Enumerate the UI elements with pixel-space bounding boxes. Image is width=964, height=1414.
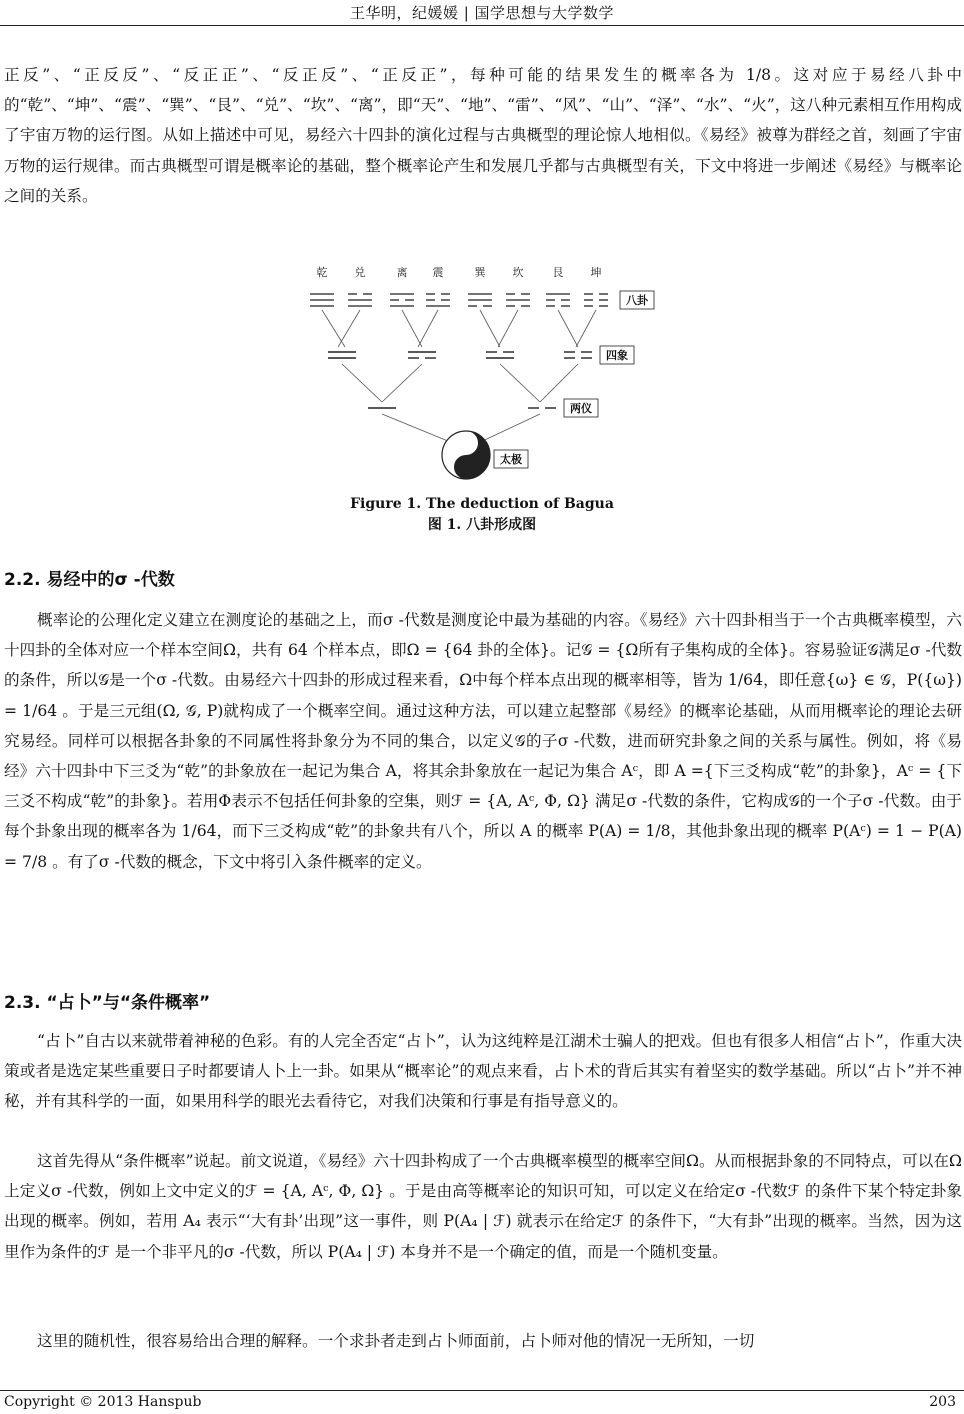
- trigram-symbol: [426, 294, 450, 306]
- section-2-3-paragraph-1: “占卜”自古以来就带着神秘的色彩。有的人完全否定“占卜”，认为这纯粹是江湖术士骗人的把戏。但也有很多人相信“占卜”，作重大决策或者是选定某些重要日子时都要请人卜上一卦。如果从“概率论”的观点来看，占卜术的背后其实有着坚实的数学基础。所以“占卜”并不神秘，并有其科学的一面，如果用科学的眼光去看待它，对我们决策和行事是有指导意义的。: [4, 1032, 962, 1111]
- trigram-symbol: [310, 294, 334, 306]
- trigram-name: 巽: [474, 266, 486, 279]
- figure-caption-en: Figure 1. The deduction of Bagua: [350, 496, 614, 512]
- bagua-figure: [300, 262, 670, 492]
- trigram-name: 兑: [354, 266, 366, 279]
- label-taiji: 太极: [500, 453, 522, 466]
- trigram-name: 震: [432, 266, 444, 279]
- yin-yang-icon: [442, 431, 490, 479]
- trigram-name: 坎: [512, 266, 524, 279]
- section-2-3-paragraph-2: 这首先得从“条件概率”说起。前文说道，《易经》六十四卦构成了一个古典概率模型的概率空间Ω。从而根据卦象的不同特点，可以在Ω上定义σ -代数，例如上文中定义的ℱ = {A, Aᶜ, Φ, Ω} 。于是由高等概率论的知识可知，可以定义在给定σ -代数ℱ 的条件下某个特定卦象出现的概率。例如，若用 A₄ 表示“‘大有卦’出现”这一事件，则 P(A₄ | ℱ) 就表示在给定ℱ 的条件下，“大有卦”出现的概率。当然，因为这里作为条件的ℱ 是一个非平凡的σ -代数，所以 P(A₄ | ℱ) 本身并不是一个确定的值，而是一个随机变量。: [4, 1152, 962, 1261]
- figure-caption-zh: 图 1. 八卦形成图: [427, 517, 537, 533]
- label-sixiang: 四象: [606, 349, 628, 362]
- page-number: 203: [929, 1394, 956, 1410]
- trigram-symbol: [468, 294, 492, 306]
- header-rule: [0, 25, 964, 26]
- trigram-name: 离: [396, 266, 408, 279]
- trigram-symbol: [390, 294, 414, 306]
- trigram-symbol: [584, 294, 608, 306]
- label-bagua: 八卦: [626, 294, 648, 307]
- intro-paragraph: 正反”、“正反反”、“反正正”、“反正反”、“正反正”，每种可能的结果发生的概率各为 1/8。这对应于易经八卦中的“乾”、“坤”、“震”、“巽”、“艮”、“兑”、“坎”、“离”，即“天”、“地”、“雷”、“风”、“山”、“泽”、“水”、“火”，这八种元素相互作用构成了宇宙万物的运行图。从如上描述中可见，易经六十四卦的演化过程与古典概型的理论惊人地相似。《易经》被尊为群经之首，刻画了宇宙万物的运行规律。而古典概型可谓是概率论的基础，整个概率论产生和发展几乎都与古典概型有关，下文中将进一步阐述《易经》与概率论之间的关系。: [4, 66, 962, 205]
- trigram-symbol: [506, 294, 530, 306]
- section-2-3-paragraph-3: 这里的随机性，很容易给出合理的解释。一个求卦者走到占卜师面前，占卜师对他的情况一无所知，一切: [37, 1332, 755, 1350]
- section-heading-2-2: 2.2. 易经中的σ -代数: [4, 570, 175, 590]
- bagua-diagram: [300, 262, 670, 492]
- trigram-name: 乾: [316, 266, 328, 279]
- section-heading-2-3: 2.3. “占卜”与“条件概率”: [4, 993, 211, 1013]
- trigram-symbol: [546, 294, 570, 306]
- footer-copyright: Copyright © 2013 Hanspub: [4, 1394, 202, 1410]
- running-head: 王华明，纪媛媛 | 国学思想与大学数学: [349, 4, 615, 22]
- trigram-symbol: [348, 294, 372, 306]
- trigram-name: 艮: [552, 266, 564, 279]
- label-liangyi: 两仪: [570, 402, 592, 415]
- section-2-2-paragraph: 概率论的公理化定义建立在测度论的基础之上，而σ -代数是测度论中最为基础的内容。《易经》六十四卦相当于一个古典概率模型，六十四卦的全体对应一个样本空间Ω，共有 64 个样本点，即Ω = {64 卦的全体}。记𝒢 = {Ω所有子集构成的全体}。容易验证𝒢满足σ -代数的条件，所以𝒢是一个σ -代数。由易经六十四卦的形成过程来看，Ω中每个样本点出现的概率相等，皆为 1/64，即任意{ω} ∈ 𝒢，P({ω}) = 1/64 。于是三元组(Ω, 𝒢, P)就构成了一个概率空间。通过这种方法，可以建立起整部《易经》的概率论基础，从而用概率论的理论去研究易经。同样可以根据各卦象的不同属性将卦象分为不同的集合，以定义𝒢的子σ -代数，进而研究卦象之间的关系与属性。例如，将《易经》六十四卦中下三爻为“乾”的卦象放在一起记为集合 A，将其余卦象放在一起记为集合 Aᶜ，即 A ={下三爻构成“乾”的卦象}，Aᶜ = {下三爻不构成“乾”的卦象}。若用Φ表示不包括任何卦象的空集，则ℱ = {A, Aᶜ, Φ, Ω} 满足σ -代数的条件，它构成𝒢的一个子σ -代数。由于每个卦象出现的概率各为 1/64，而下三爻构成“乾”的卦象共有八个，所以 A 的概率 P(A) = 1/8，其他卦象出现的概率 P(Aᶜ) = 1 − P(A) = 7/8 。有了σ -代数的概念，下文中将引入条件概率的定义。: [4, 611, 962, 871]
- footer-rule: [0, 1390, 964, 1391]
- trigram-name: 坤: [590, 266, 602, 279]
